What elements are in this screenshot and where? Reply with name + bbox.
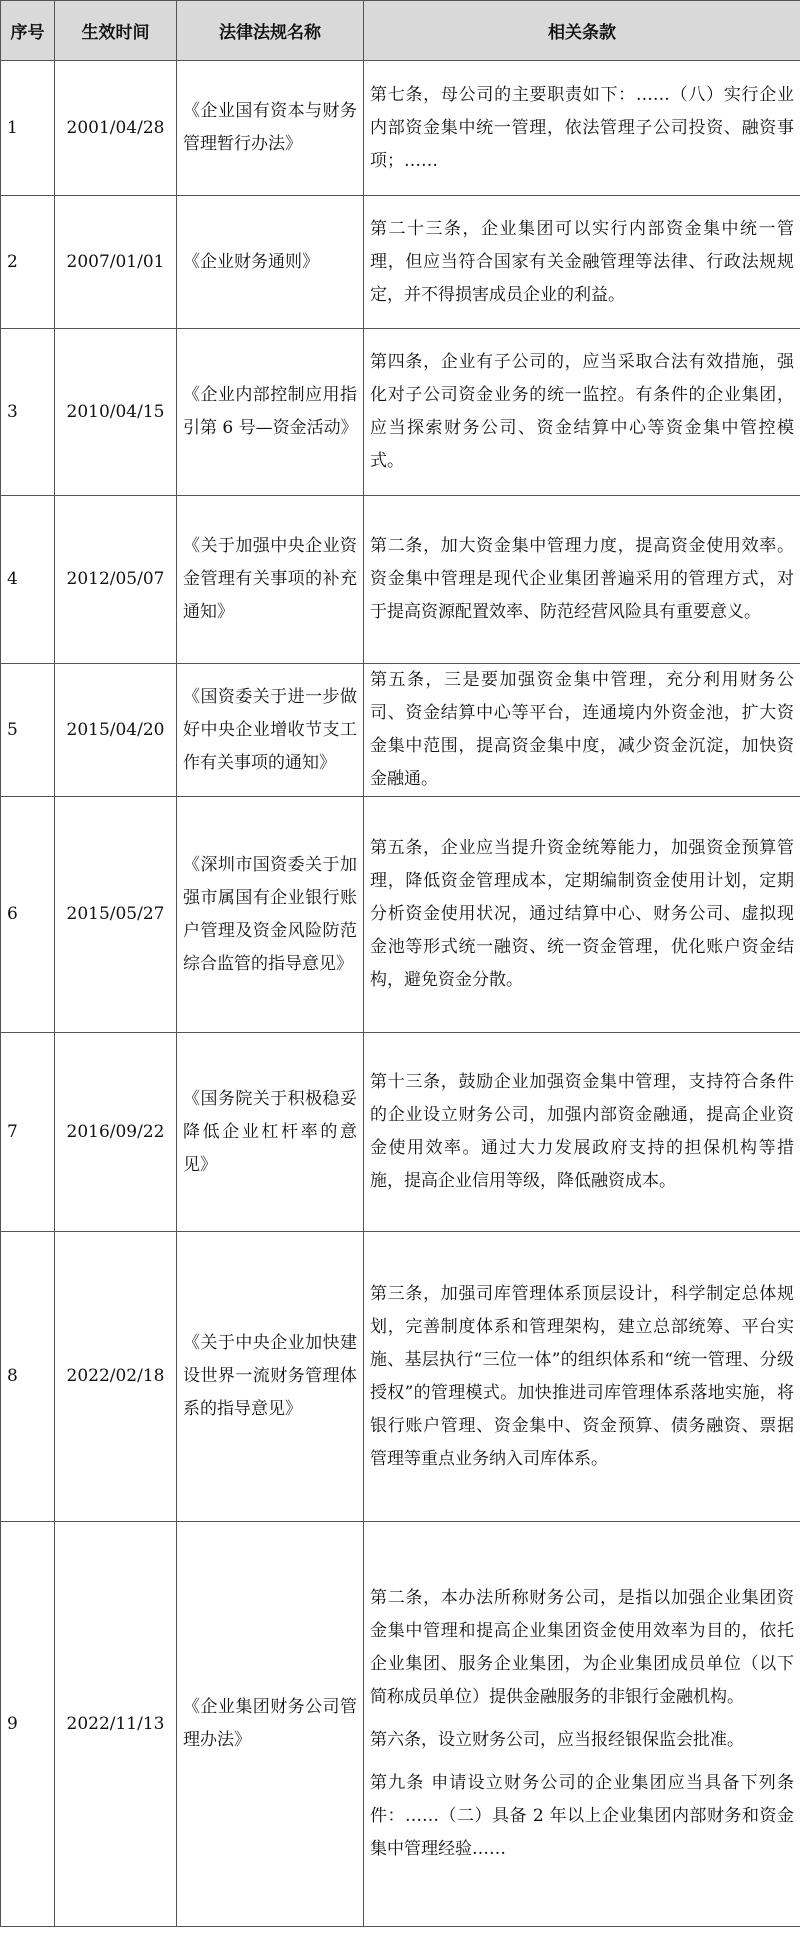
regulation-name: 《国务院关于积极稳妥降低企业杠杆率的意见》	[177, 1033, 364, 1232]
table-row	[1, 329, 800, 496]
regulation-name: 《关于加强中央企业资金管理有关事项的补充通知》	[177, 496, 364, 664]
clause-text: 第六条，设立财务公司，应当报经银保监会批准。	[370, 1730, 744, 1750]
related-clause	[364, 1232, 800, 1522]
row-index: 8	[1, 1232, 55, 1522]
row-index: 1	[1, 61, 55, 196]
clause-text: 第七条，母公司的主要职责如下：……（八）实行企业内部资金集中统一管理，依法管理子公司投资、融资事项；……	[370, 84, 794, 171]
row-index: 7	[1, 1033, 55, 1232]
effective-date: 2012/05/07	[55, 496, 177, 664]
clause-text: 第二十三条，企业集团可以实行内部资金集中统一管理，但应当符合国家有关金融管理等法律、行政法规规定，并不得损害成员企业的利益。	[370, 218, 794, 305]
table-row	[1, 797, 800, 1033]
regulation-name: 《企业财务通则》	[177, 196, 364, 329]
related-clause	[364, 496, 800, 664]
table-header-row	[1, 1, 800, 61]
related-clause	[364, 1033, 800, 1232]
clause-text: 第五条，企业应当提升资金统筹能力，加强资金预算管理，降低资金管理成本，定期编制资金使用计划，定期分析资金使用状况，通过结算中心、财务公司、虚拟现金池等形式统一融资、统一资金管理，优化账户资金结构，避免资金分散。	[370, 838, 794, 990]
clause-text: 第三条，加强司库管理体系顶层设计，科学制定总体规划，完善制度体系和管理架构，建立总部统筹、平台实施、基层执行“三位一体”的组织体系和“统一管理、分级授权”的管理模式。加快推进司库管理体系落地实施，将银行账户管理、资金集中、资金预算、债务融资、票据管理等重点业务纳入司库体系。	[370, 1283, 794, 1469]
effective-date: 2015/04/20	[55, 664, 177, 797]
row-index: 3	[1, 329, 55, 496]
effective-date: 2022/02/18	[55, 1232, 177, 1522]
table-row	[1, 1033, 800, 1232]
effective-date: 2016/09/22	[55, 1033, 177, 1232]
related-clause	[364, 196, 800, 329]
clause-text: 第五条，三是要加强资金集中管理，充分利用财务公司、资金结算中心等平台，连通境内外资金池，扩大资金集中范围，提高资金集中度，减少资金沉淀，加快资金融通。	[370, 670, 794, 789]
header-related-clauses: 相关条款	[364, 1, 800, 61]
related-clause	[364, 664, 800, 797]
related-clause	[364, 1522, 800, 1927]
related-clause	[364, 797, 800, 1033]
regulation-name: 《国资委关于进一步做好中央企业增收节支工作有关事项的通知》	[177, 664, 364, 797]
effective-date: 2010/04/15	[55, 329, 177, 496]
related-clause	[364, 61, 800, 196]
row-index: 6	[1, 797, 55, 1033]
row-index: 9	[1, 1522, 55, 1927]
row-index: 5	[1, 664, 55, 797]
table-row	[1, 1232, 800, 1522]
header-index: 序号	[1, 1, 55, 61]
header-effective-date: 生效时间	[55, 1, 177, 61]
header-regulation-name: 法律法规名称	[177, 1, 364, 61]
effective-date: 2001/04/28	[55, 61, 177, 196]
clause-text: 第二条，本办法所称财务公司，是指以加强企业集团资金集中管理和提高企业集团资金使用效率为目的，依托企业集团、服务企业集团，为企业集团成员单位（以下简称成员单位）提供金融服务的非银行金融机构。	[370, 1588, 794, 1707]
regulation-name: 《企业国有资本与财务管理暂行办法》	[177, 61, 364, 196]
clause-text: 第四条，企业有子公司的，应当采取合法有效措施，强化对子公司资金业务的统一监控。有条件的企业集团，应当探索财务公司、资金结算中心等资金集中管控模式。	[370, 352, 794, 471]
regulation-name: 《关于中央企业加快建设世界一流财务管理体系的指导意见》	[177, 1232, 364, 1522]
table-row	[1, 664, 800, 797]
table-row	[1, 61, 800, 196]
related-clause	[364, 329, 800, 496]
row-index: 4	[1, 496, 55, 664]
effective-date: 2015/05/27	[55, 797, 177, 1033]
regulation-name: 《企业集团财务公司管理办法》	[177, 1522, 364, 1927]
clause-text: 第十三条，鼓励企业加强资金集中管理，支持符合条件的企业设立财务公司，加强内部资金融通，提高企业资金使用效率。通过大力发展政府支持的担保机构等措施，提高企业信用等级，降低融资成本。	[370, 1072, 794, 1191]
effective-date: 2022/11/13	[55, 1522, 177, 1927]
table-row	[1, 496, 800, 664]
row-index: 2	[1, 196, 55, 329]
clause-text: 第二条，加大资金集中管理力度，提高资金使用效率。资金集中管理是现代企业集团普遍采用的管理方式，对于提高资源配置效率、防范经营风险具有重要意义。	[370, 536, 794, 622]
effective-date: 2007/01/01	[55, 196, 177, 329]
table-row	[1, 196, 800, 329]
regulation-name: 《深圳市国资委关于加强市属国有企业银行账户管理及资金风险防范综合监管的指导意见》	[177, 797, 364, 1033]
table-row	[1, 1522, 800, 1927]
clause-text: 第九条 申请设立财务公司的企业集团应当具备下列条件：……（二）具备 2 年以上企业集团内部财务和资金集中管理经验……	[370, 1773, 794, 1859]
regulation-name: 《企业内部控制应用指引第 6 号—资金活动》	[177, 329, 364, 496]
